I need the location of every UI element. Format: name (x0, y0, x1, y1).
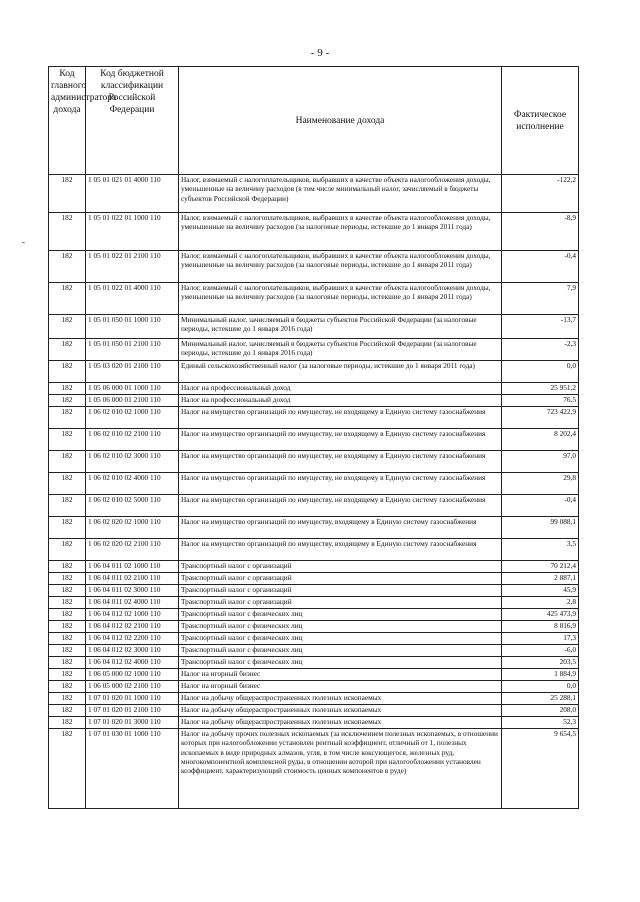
cell-admin-code: 182 (49, 597, 86, 609)
cell-budget-code: 1 06 04 012 02 1000 110 (86, 609, 179, 621)
cell-actual-value: 52,3 (502, 717, 579, 729)
table-row (49, 213, 579, 251)
table-row (49, 609, 579, 621)
cell-actual-value: 425 473,9 (502, 609, 579, 621)
cell-admin-code: 182 (49, 283, 86, 315)
cell-budget-code: 1 05 03 020 01 2100 110 (86, 361, 179, 383)
cell-income-name: Налог на имущество организаций по имуществу, входящему в Единую систему газоснабжения (179, 517, 502, 539)
cell-admin-code: 182 (49, 315, 86, 339)
cell-actual-value: 0,0 (502, 681, 579, 693)
cell-admin-code: 182 (49, 361, 86, 383)
table-row (49, 669, 579, 681)
cell-actual-value: 8 202,4 (502, 429, 579, 451)
table-row (49, 339, 579, 361)
cell-budget-code: 1 05 01 022 01 4000 110 (86, 283, 179, 315)
cell-income-name: Налог на имущество организаций по имуществу, не входящему в Единую систему газоснабжения (179, 407, 502, 429)
cell-budget-code: 1 06 05 000 02 2100 110 (86, 681, 179, 693)
table-row (49, 573, 579, 585)
cell-budget-code: 1 06 04 011 02 3000 110 (86, 585, 179, 597)
cell-admin-code: 182 (49, 495, 86, 517)
cell-budget-code: 1 06 02 010 02 3000 110 (86, 451, 179, 473)
table-header-row (49, 67, 579, 175)
cell-budget-code: 1 06 02 010 02 4000 110 (86, 473, 179, 495)
cell-admin-code: 182 (49, 339, 86, 361)
cell-admin-code: 182 (49, 681, 86, 693)
cell-income-name: Транспортный налог с организаций (179, 573, 502, 585)
cell-actual-value: 2 887,1 (502, 573, 579, 585)
table-row (49, 283, 579, 315)
table-row (49, 407, 579, 429)
cell-actual-value: 45,9 (502, 585, 579, 597)
cell-admin-code: 182 (49, 451, 86, 473)
cell-budget-code: 1 06 02 010 02 5000 110 (86, 495, 179, 517)
cell-budget-code: 1 07 01 030 01 1000 110 (86, 729, 179, 809)
cell-actual-value: -8,9 (502, 213, 579, 251)
table-row (49, 693, 579, 705)
cell-admin-code: 182 (49, 383, 86, 395)
table-row (49, 473, 579, 495)
table-row (49, 451, 579, 473)
cell-admin-code: 182 (49, 585, 86, 597)
cell-income-name: Налог на имущество организаций по имуществу, не входящему в Единую систему газоснабжения (179, 429, 502, 451)
table-row (49, 175, 579, 213)
cell-actual-value: 76,5 (502, 395, 579, 407)
cell-income-name: Налог на профессиональный доход (179, 395, 502, 407)
table-row (49, 645, 579, 657)
cell-budget-code: 1 06 05 000 02 1000 110 (86, 669, 179, 681)
cell-admin-code: 182 (49, 175, 86, 213)
cell-actual-value: 9 654,5 (502, 729, 579, 809)
table-row (49, 361, 579, 383)
cell-budget-code: 1 06 02 020 02 2100 110 (86, 539, 179, 561)
table-row (49, 539, 579, 561)
cell-admin-code: 182 (49, 473, 86, 495)
cell-actual-value: 2,8 (502, 597, 579, 609)
cell-income-name: Транспортный налог с физических лиц (179, 657, 502, 669)
cell-income-name: Транспортный налог с организаций (179, 561, 502, 573)
table-row (49, 585, 579, 597)
cell-admin-code: 182 (49, 395, 86, 407)
cell-actual-value: 25 951,2 (502, 383, 579, 395)
cell-budget-code: 1 06 04 012 02 2200 110 (86, 633, 179, 645)
cell-admin-code: 182 (49, 609, 86, 621)
cell-admin-code: 182 (49, 213, 86, 251)
cell-income-name: Транспортный налог с организаций (179, 585, 502, 597)
cell-budget-code: 1 06 04 012 02 2100 110 (86, 621, 179, 633)
cell-budget-code: 1 05 06 000 01 1000 110 (86, 383, 179, 395)
cell-income-name: Налог, взимаемый с налогоплательщиков, выбравших в качестве объекта налогообложения доходы, уменьшенные на величину расходов (за налоговые периоды, истекшие до 1 января 2011 года) (179, 213, 502, 251)
cell-income-name: Транспортный налог с организаций (179, 597, 502, 609)
cell-income-name: Налог на профессиональный доход (179, 383, 502, 395)
cell-admin-code: 182 (49, 251, 86, 283)
page-number: - 9 - (310, 47, 330, 59)
cell-budget-code: 1 07 01 020 01 3000 110 (86, 717, 179, 729)
cell-actual-value: 99 088,1 (502, 517, 579, 539)
table-row (49, 251, 579, 283)
cell-income-name: Налог на игорный бизнес (179, 669, 502, 681)
cell-income-name: Налог на имущество организаций по имуществу, входящему в Единую систему газоснабжения (179, 539, 502, 561)
cell-actual-value: 29,8 (502, 473, 579, 495)
cell-actual-value: 7,9 (502, 283, 579, 315)
table-row (49, 495, 579, 517)
cell-admin-code: 182 (49, 645, 86, 657)
cell-income-name: Налог, взимаемый с налогоплательщиков, выбравших в качестве объекта налогообложения доходы, уменьшенные на величину расходов (за налоговые периоды, истекшие до 1 января 2011 года) (179, 251, 502, 283)
cell-budget-code: 1 06 04 011 02 2100 110 (86, 573, 179, 585)
table-row (49, 681, 579, 693)
cell-budget-code: 1 06 04 011 02 1000 110 (86, 561, 179, 573)
table-row (49, 705, 579, 717)
header-actual: Фактическое исполнение (502, 67, 579, 175)
cell-income-name: Налог, взимаемый с налогоплательщиков, выбравших в качестве объекта налогообложения доходы, уменьшенные на величину расходов (в том числе минимальный налог, зачисляемый в бюджеты субъектов Российской Федерации) (179, 175, 502, 213)
cell-income-name: Налог на имущество организаций по имуществу, не входящему в Единую систему газоснабжения (179, 451, 502, 473)
table-row (49, 429, 579, 451)
cell-budget-code: 1 07 01 020 01 2100 110 (86, 705, 179, 717)
cell-actual-value: -122,2 (502, 175, 579, 213)
cell-budget-code: 1 06 04 011 02 4000 110 (86, 597, 179, 609)
cell-budget-code: 1 05 01 022 01 2100 110 (86, 251, 179, 283)
cell-actual-value: 25 288,1 (502, 693, 579, 705)
cell-admin-code: 182 (49, 621, 86, 633)
cell-actual-value: -0,4 (502, 495, 579, 517)
cell-admin-code: 182 (49, 717, 86, 729)
cell-budget-code: 1 06 04 012 02 4000 110 (86, 657, 179, 669)
cell-income-name: Налог на имущество организаций по имуществу, не входящему в Единую систему газоснабжения (179, 473, 502, 495)
cell-admin-code: 182 (49, 657, 86, 669)
table-row (49, 597, 579, 609)
cell-actual-value: 3,5 (502, 539, 579, 561)
cell-actual-value: 70 212,4 (502, 561, 579, 573)
header-income-name: Наименование дохода (179, 67, 502, 175)
table-body (49, 175, 579, 809)
cell-actual-value: 97,0 (502, 451, 579, 473)
cell-budget-code: 1 05 01 021 01 4000 110 (86, 175, 179, 213)
cell-income-name: Налог на игорный бизнес (179, 681, 502, 693)
cell-actual-value: 8 816,9 (502, 621, 579, 633)
cell-income-name: Налог, взимаемый с налогоплательщиков, выбравших в качестве объекта налогообложения доходы, уменьшенные на величину расходов (за налоговые периоды, истекшие до 1 января 2011 года) (179, 283, 502, 315)
cell-actual-value: 1 884,9 (502, 669, 579, 681)
income-table (48, 66, 579, 809)
table-row (49, 717, 579, 729)
cell-actual-value: 723 422,9 (502, 407, 579, 429)
header-budget-code: Код бюджетной классификации Российской Федерации (86, 67, 179, 175)
cell-actual-value: 0,0 (502, 361, 579, 383)
table-row (49, 729, 579, 809)
cell-actual-value: 208,0 (502, 705, 579, 717)
cell-income-name: Налог на добычу прочих полезных ископаемых (за исключением полезных ископаемых, в отношении которых при налогообложении установлен рентный коэффициент, отличный от 1, полезных ископаемых в виде природных алмазов, угля, в том числе коксующегося, железных руд, многокомпонентной комплексной руды, в отношении которой при налогообложении установлен коэффициент, характеризующий стоимость ценных компонентов в руде) (179, 729, 502, 809)
cell-income-name: Минимальный налог, зачисляемый в бюджеты субъектов Российской Федерации (за налоговые периоды, истекшие до 1 января 2016 года) (179, 315, 502, 339)
header-admin-code: Код главного администратора дохода (49, 67, 86, 175)
cell-income-name: Налог на имущество организаций по имуществу, не входящему в Единую систему газоснабжения (179, 495, 502, 517)
cell-actual-value: 17,3 (502, 633, 579, 645)
cell-actual-value: 203,5 (502, 657, 579, 669)
cell-actual-value: -2,3 (502, 339, 579, 361)
cell-admin-code: 182 (49, 407, 86, 429)
cell-budget-code: 1 05 06 000 01 2100 110 (86, 395, 179, 407)
cell-actual-value: -6,0 (502, 645, 579, 657)
cell-admin-code: 182 (49, 539, 86, 561)
table-row (49, 633, 579, 645)
cell-income-name: Налог на добычу общераспространенных полезных ископаемых (179, 717, 502, 729)
cell-admin-code: 182 (49, 669, 86, 681)
cell-admin-code: 182 (49, 633, 86, 645)
table-row (49, 383, 579, 395)
cell-budget-code: 1 05 01 050 01 2100 110 (86, 339, 179, 361)
cell-budget-code: 1 06 02 010 02 2100 110 (86, 429, 179, 451)
cell-budget-code: 1 05 01 050 01 1000 110 (86, 315, 179, 339)
cell-income-name: Транспортный налог с физических лиц (179, 609, 502, 621)
cell-budget-code: 1 06 02 020 02 1000 110 (86, 517, 179, 539)
cell-income-name: Транспортный налог с физических лиц (179, 633, 502, 645)
cell-admin-code: 182 (49, 573, 86, 585)
cell-income-name: Налог на добычу общераспространенных полезных ископаемых (179, 693, 502, 705)
cell-admin-code: 182 (49, 705, 86, 717)
cell-actual-value: -13,7 (502, 315, 579, 339)
cell-admin-code: 182 (49, 693, 86, 705)
cell-budget-code: 1 07 01 020 01 1000 110 (86, 693, 179, 705)
cell-actual-value: -0,4 (502, 251, 579, 283)
cell-budget-code: 1 06 04 012 02 3000 110 (86, 645, 179, 657)
table-row (49, 561, 579, 573)
cell-admin-code: 182 (49, 729, 86, 809)
table-row (49, 621, 579, 633)
table-row (49, 395, 579, 407)
margin-mark: - (22, 237, 25, 247)
table-row (49, 315, 579, 339)
cell-budget-code: 1 05 01 022 01 1000 110 (86, 213, 179, 251)
cell-income-name: Транспортный налог с физических лиц (179, 645, 502, 657)
cell-budget-code: 1 06 02 010 02 1000 110 (86, 407, 179, 429)
cell-income-name: Единый сельскохозяйственный налог (за налоговые периоды, истекшие до 1 января 2011 года) (179, 361, 502, 383)
cell-income-name: Минимальный налог, зачисляемый в бюджеты субъектов Российской Федерации (за налоговые периоды, истекшие до 1 января 2016 года) (179, 339, 502, 361)
cell-income-name: Транспортный налог с физических лиц (179, 621, 502, 633)
cell-admin-code: 182 (49, 561, 86, 573)
table-row (49, 657, 579, 669)
cell-income-name: Налог на добычу общераспространенных полезных ископаемых (179, 705, 502, 717)
cell-admin-code: 182 (49, 429, 86, 451)
cell-admin-code: 182 (49, 517, 86, 539)
table-row (49, 517, 579, 539)
